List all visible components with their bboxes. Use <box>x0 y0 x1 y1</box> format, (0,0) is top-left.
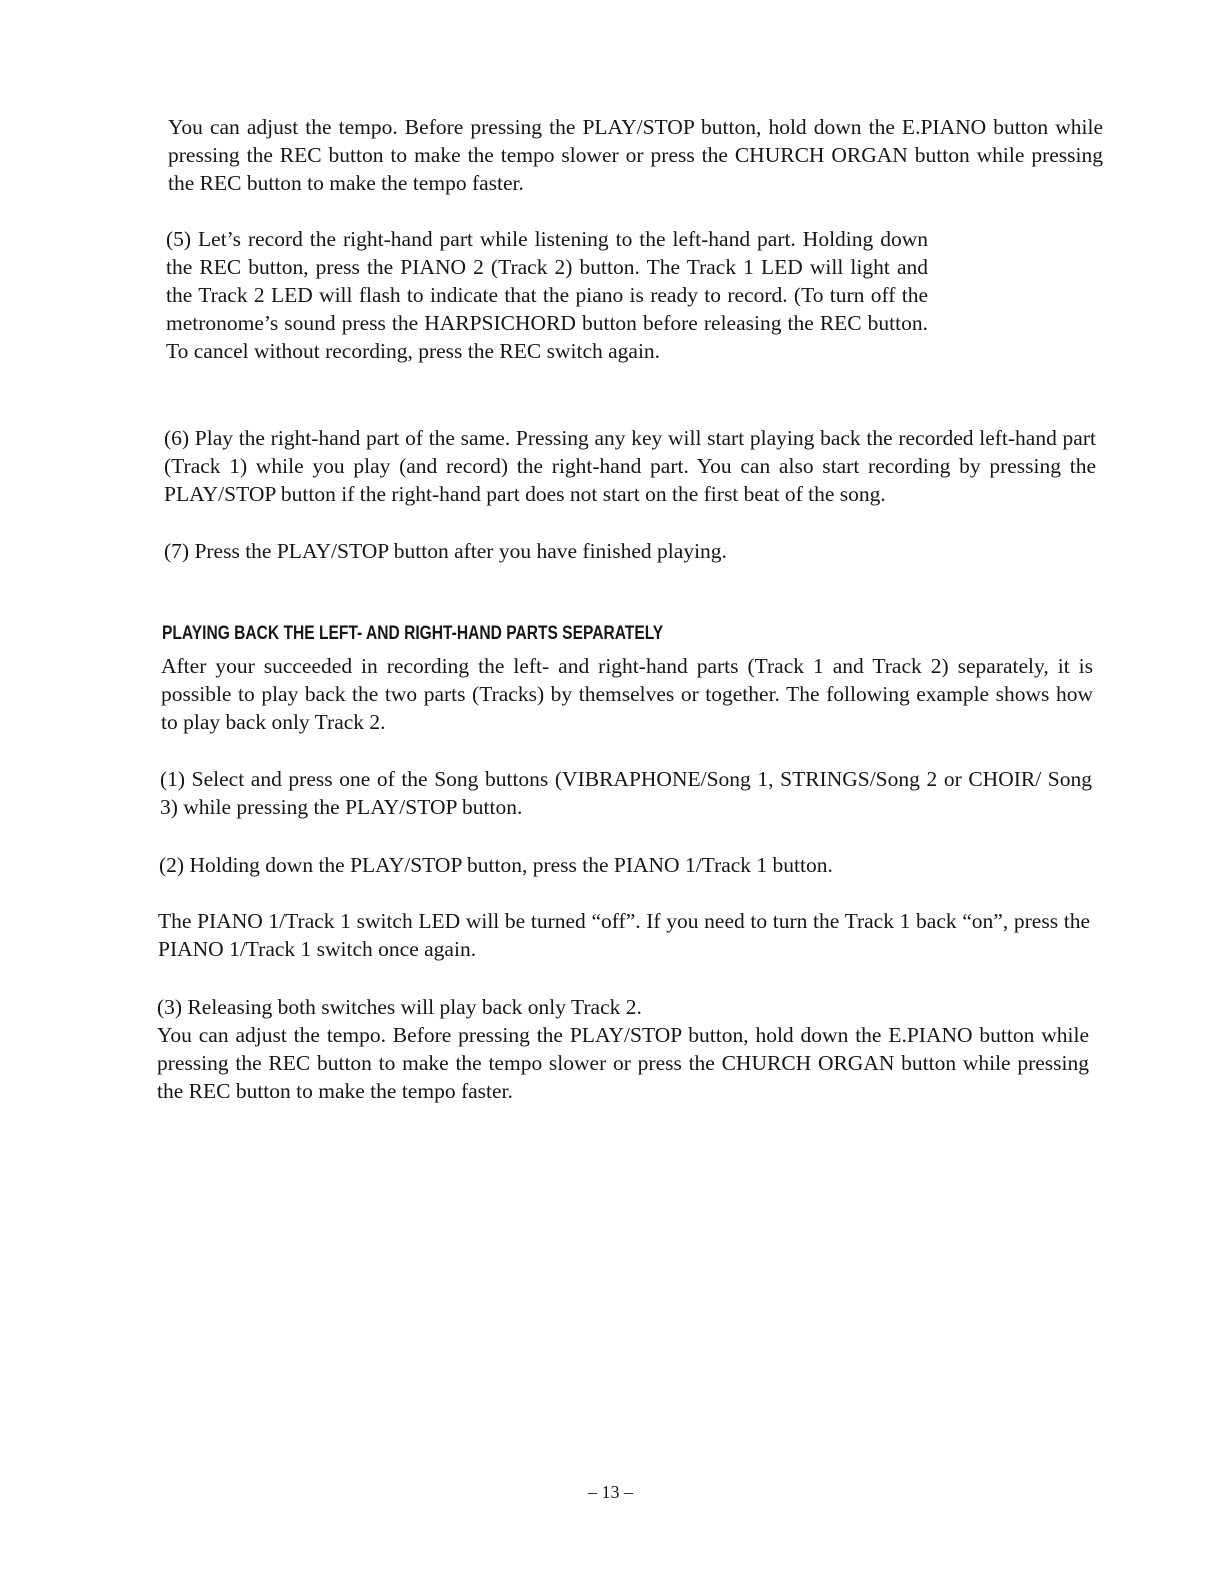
tempo-paragraph: You can adjust the tempo. Before pressing the PLAY/STOP button, hold down the E.PIANO button while pressing the REC button to make the tempo slower or press the CHURCH ORGAN button while pressing the REC button to make the tempo faster. <box>168 115 1103 195</box>
section-heading: PLAYING BACK THE LEFT- AND RIGHT-HAND PARTS SEPARATELY <box>162 623 664 644</box>
playback-step-3-paragraph: (3) Releasing both switches will play back only Track 2. <box>157 995 642 1019</box>
playback-step-2-paragraph: (2) Holding down the PLAY/STOP button, press the PIANO 1/Track 1 button. <box>159 853 833 877</box>
section-intro-paragraph: After your succeeded in recording the left- and right-hand parts (Track 1 and Track 2) separately, it is possible to play back the two parts (Tracks) by themselves or together. The following example shows how to play back only Track 2. <box>161 654 1093 734</box>
playback-tempo-paragraph: You can adjust the tempo. Before pressing the PLAY/STOP button, hold down the E.PIANO button while pressing the REC button to make the tempo slower or press the CHURCH ORGAN button while pressing the REC button to make the tempo faster. <box>157 1023 1089 1103</box>
playback-note-paragraph: The PIANO 1/Track 1 switch LED will be turned “off”. If you need to turn the Track 1 back “on”, press the PIANO 1/Track 1 switch once again. <box>158 909 1090 961</box>
step-5-paragraph: (5) Let’s record the right-hand part while listening to the left-hand part. Holding down the REC button, press the PIANO 2 (Track 2) button. The Track 1 LED will light and the Track 2 LED will flash to indicate that the piano is ready to record. (To turn off the metronome’s sound press the HARPSICHORD button before releasing the REC button. To cancel without recording, press the REC switch again. <box>166 227 928 363</box>
step-7-paragraph: (7) Press the PLAY/STOP button after you have finished playing. <box>164 539 727 563</box>
playback-step-1-paragraph: (1) Select and press one of the Song buttons (VIBRAPHONE/Song 1, STRINGS/Song 2 or CHOIR/ Song 3) while pressing the PLAY/STOP button. <box>160 767 1092 819</box>
page-number: – 13 – <box>588 1482 633 1502</box>
step-6-paragraph: (6) Play the right-hand part of the same. Pressing any key will start playing back the recorded left-hand part (Track 1) while you play (and record) the right-hand part. You can also start recording by pressing the PLAY/STOP button if the right-hand part does not start on the first beat of the song. <box>164 426 1096 506</box>
